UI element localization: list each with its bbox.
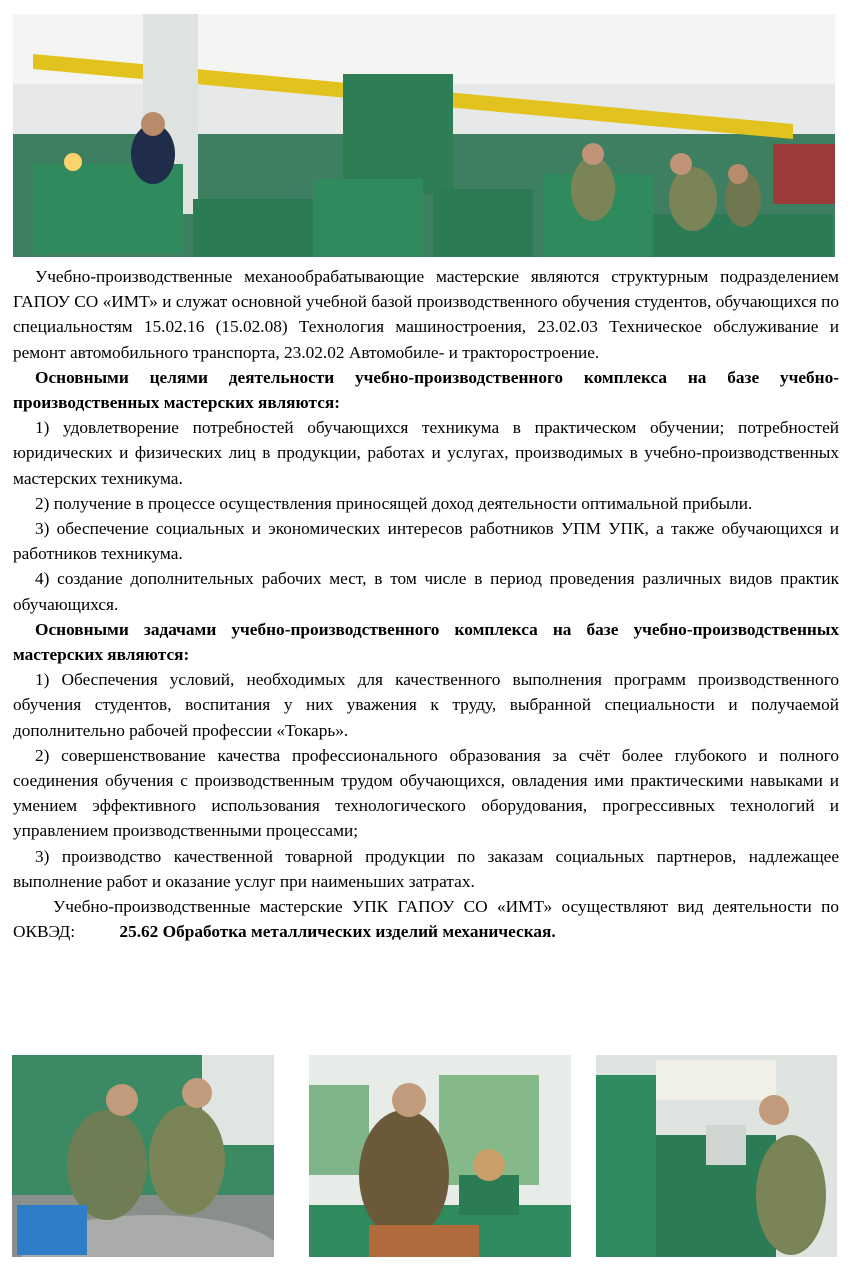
okved-code: 25.62 xyxy=(119,922,159,942)
goal-item: 1) удовлетворение потребностей обучающихся техникума в практическом обучении; потребностей юридических и физических лиц в продукции, работах и услугах, производимых в учебно-производственных мастерских техникума. xyxy=(13,418,839,488)
task-item: 3) производство качественной товарной продукции по заказам социальных партнеров, надлежащее выполнение работ и оказание услуг при наименьших затратах. xyxy=(13,846,839,891)
workshop-photo-top xyxy=(13,14,835,257)
workshop-photo-3 xyxy=(596,1055,837,1257)
tasks-heading: Основными задачами учебно-производственного комплекса на базе учебно-производственных мастерских являются: xyxy=(13,619,839,665)
okved-text: Учебно-производственные мастерские УПК ГАПОУ СО «ИМТ» осуществляют вид деятельности по ОКВЭД: xyxy=(13,897,839,942)
okved-paragraph xyxy=(13,894,839,944)
goals-heading: Основными целями деятельности учебно-производственного комплекса на базе учебно-производственных мастерских являются: xyxy=(13,367,839,413)
okved-title: Обработка металлических изделий механическая. xyxy=(162,922,556,942)
goal-item: 2) получение в процессе осуществления приносящей доход деятельности оптимальной прибыли. xyxy=(35,493,753,513)
task-item: 2) совершенствование качества профессионального образования за счёт более глубокого и полного соединения обучения с производственным трудом обучающихся, овладения ими практическими навыками и умением эффективного использования технологического оборудования, прогрессивных технологий и управлением производственными процессами; xyxy=(13,745,839,841)
goal-item: 4) создание дополнительных рабочих мест, в том числе в период проведения различных видов практик обучающихся. xyxy=(13,569,839,614)
intro-paragraph: Учебно-производственные механообрабатывающие мастерские являются структурным подразделением ГАПОУ СО «ИМТ» и служат основной учебной базой производственного обучения студентов, обучающихся по специальностям 15.02.16 (15.02.08) Технология машиностроения, 23.02.03 Техническое обслуживание и ремонт автомобильного транспорта, 23.02.02 Автомобиле- и тракторостроение. xyxy=(13,267,839,362)
goal-item: 3) обеспечение социальных и экономических интересов работников УПМ УПК, а также обучающихся и работников техникума. xyxy=(13,519,839,564)
workshop-photo-2 xyxy=(309,1055,571,1257)
document-body xyxy=(13,264,839,944)
task-item: 1) Обеспечения условий, необходимых для качественного выполнения программ производственного обучения студентов, воспитания у них уважения к труду, выбранной специальности и получаемой дополнительно рабочей профессии «Токарь». xyxy=(13,670,839,740)
workshop-photo-1 xyxy=(12,1055,274,1257)
